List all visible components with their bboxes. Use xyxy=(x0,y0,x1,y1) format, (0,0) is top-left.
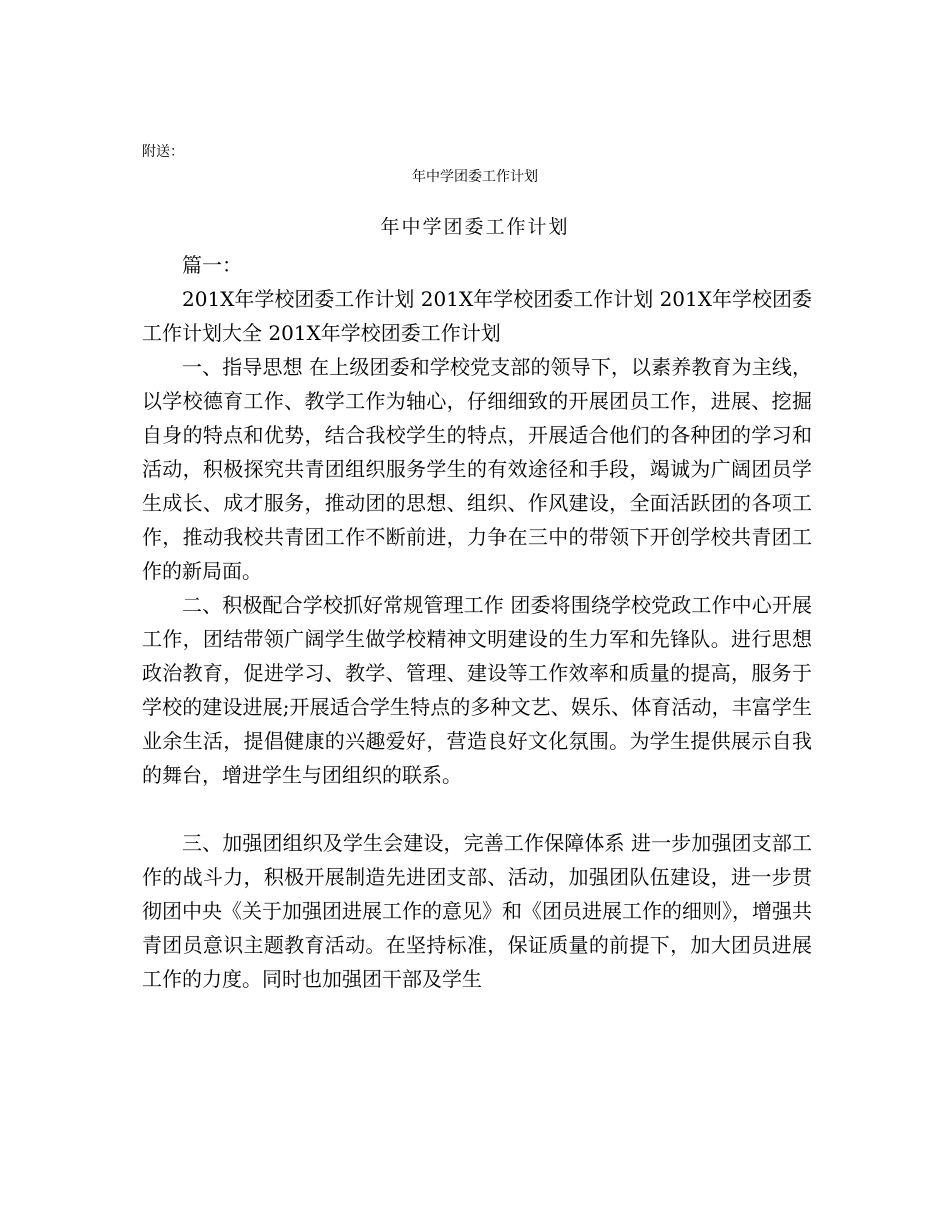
document-body xyxy=(142,248,812,996)
appendix-label: 附送： xyxy=(142,144,184,160)
document-title: 年中学团委工作计划 xyxy=(380,216,570,238)
paragraph-heading-list: 201X年学校团委工作计划 201X年学校团委工作计划 201X年学校团委工作计划大全 201X年学校团委工作计划 xyxy=(142,287,812,345)
paragraph-organization-building: 三、加强团组织及学生会建设，完善工作保障体系 进一步加强团支部工作的战斗力，积极开展制造先进团支部、活动，加强团队伍建设，进一步贯彻团中央《关于加强团进展工作的意见》和《团员进展工作的细则》，增强共青团员意识主题教育活动。在坚持标准，保证质量的前提下，加大团员进展工作的力度。同时也加强团干部及学生 xyxy=(142,831,812,991)
document-subtitle: 年中学团委工作计划 xyxy=(412,169,538,185)
section-label: 篇一： xyxy=(182,253,242,277)
paragraph-routine-management: 二、积极配合学校抓好常规管理工作 团委将围绕学校党政工作中心开展工作，团结带领广阔学生做学校精神文明建设的生力军和先锋队。进行思想政治教育，促进学习、教学、管理、建设等工作效率和质量的提高，服务于学校的建设进展;开展适合学生特点的多种文艺、娱乐、体育活动，丰富学生业余生活，提倡健康的兴趣爱好，营造良好文化氛围。为学生提供展示自我的舞台，增进学生与团组织的联系。 xyxy=(142,593,812,787)
paragraph-guiding-thought: 一、指导思想 在上级团委和学校党支部的领导下，以素养教育为主线，以学校德育工作、教学工作为轴心，仔细细致的开展团员工作，进展、挖掘自身的特点和优势，结合我校学生的特点，开展适合他们的各种团的学习和活动，积极探究共青团组织服务学生的有效途径和手段，竭诚为广阔团员学生成长、成才服务，推动团的思想、组织、作风建设，全面活跃团的各项工作，推动我校共青团工作不断前进，力争在三中的带领下开创学校共青团工作的新局面。 xyxy=(142,355,812,583)
